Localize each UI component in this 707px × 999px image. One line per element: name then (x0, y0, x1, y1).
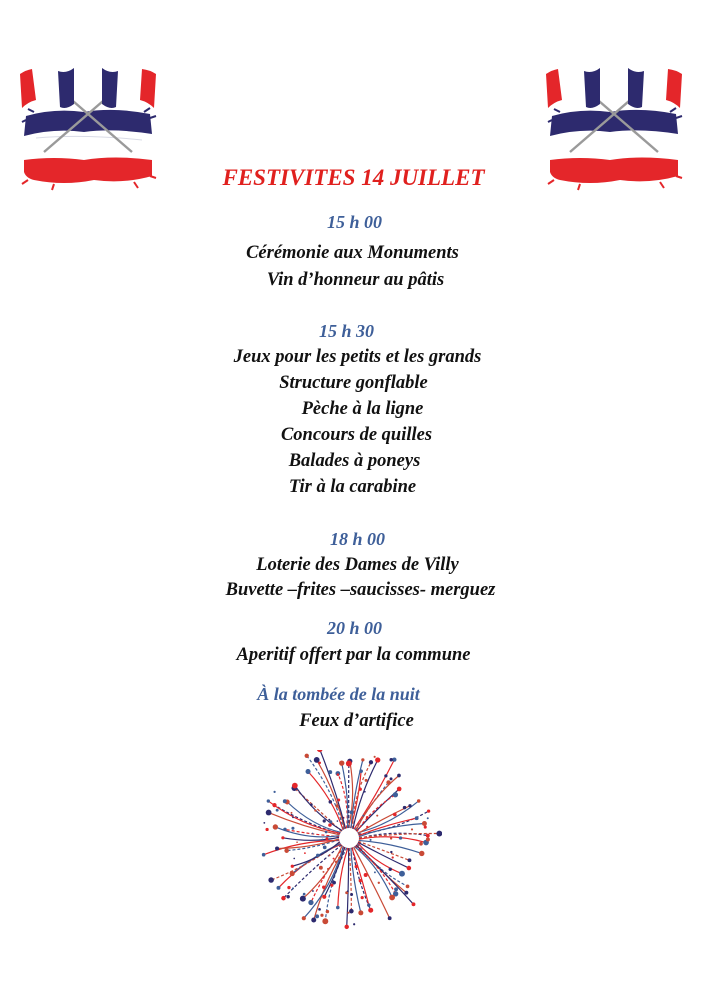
time-15h30: 15 h 30 (318, 321, 374, 341)
page-title: FESTIVITES 14 JUILLET (222, 165, 485, 190)
program-item: Tir à la carabine (288, 477, 417, 497)
program-item: Jeux pour les petits et les grands (233, 347, 482, 367)
time-20h00: 20 h 00 (326, 618, 382, 638)
program-item: Vin d’honneur au pâtis (266, 270, 445, 290)
program-item: Buvette –frites –saucisses- merguez (225, 580, 496, 600)
program-item: Aperitif offert par la commune (236, 645, 471, 665)
program-item: Loterie des Dames de Villy (256, 555, 459, 575)
firework-icon (256, 750, 442, 940)
program-item: Concours de quilles (280, 425, 433, 445)
time-nightfall: À la tombée de la nuit (257, 684, 420, 704)
program-item: Cérémonie aux Monuments (246, 243, 459, 263)
program-item: Balades à poneys (288, 451, 421, 471)
program-item: Structure gonflable (279, 373, 428, 393)
time-15h00: 15 h 00 (326, 212, 382, 232)
program-item: Pèche à la ligne (301, 399, 424, 419)
program-item: Feux d’artifice (299, 711, 414, 731)
time-18h00: 18 h 00 (329, 529, 385, 549)
